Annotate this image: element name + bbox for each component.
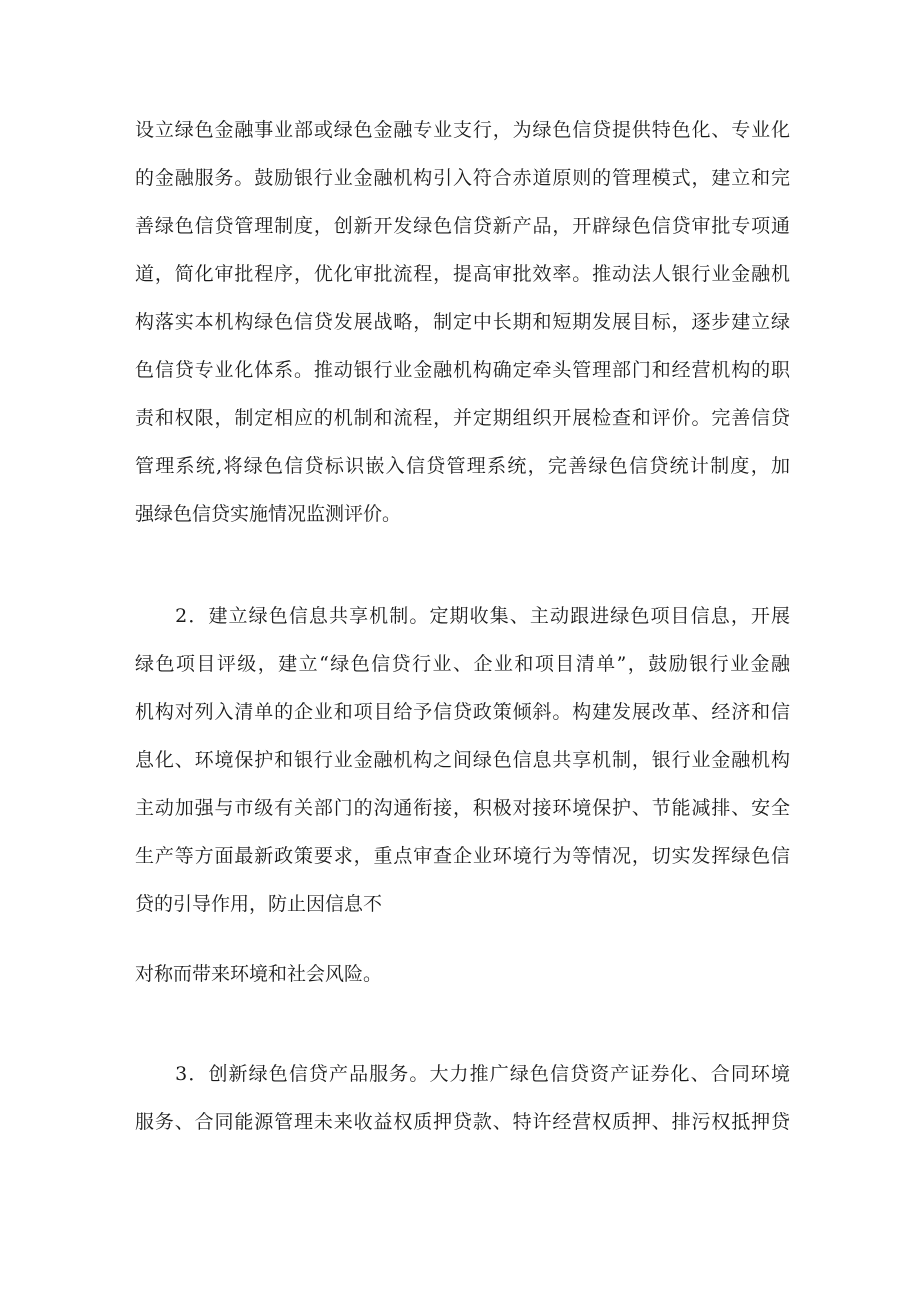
paragraph-line: 的金融服务。鼓励银行业金融机构引入符合赤道原则的管理模式，建立和完 (135, 167, 790, 189)
paragraph-line: 责和权限，制定相应的机制和流程，并定期组织开展检查和评价。完善信贷 (135, 407, 790, 429)
paragraph-line: 主动加强与市级有关部门的沟通衔接，积极对接环境保护、节能减排、安全 (135, 797, 790, 819)
paragraph-line: 善绿色信贷管理制度，创新开发绿色信贷新产品，开辟绿色信贷审批专项通 (135, 215, 790, 237)
paragraph-line: 生产等方面最新政策要求，重点审查企业环境行为等情况，切实发挥绿色信 (135, 845, 790, 867)
paragraph-line: 2．建立绿色信息共享机制。定期收集、主动跟进绿色项目信息，开展 (135, 605, 790, 627)
paragraph-line: 管理系统,将绿色信贷标识嵌入信贷管理系统，完善绿色信贷统计制度，加 (135, 455, 790, 477)
paragraph-line: 3．创新绿色信贷产品服务。大力推广绿色信贷资产证券化、合同环境 (135, 1063, 790, 1085)
paragraph-line: 息化、环境保护和银行业金融机构之间绿色信息共享机制，银行业金融机构 (135, 749, 790, 771)
paragraph-line: 设立绿色金融事业部或绿色金融专业支行，为绿色信贷提供特色化、专业化 (135, 119, 790, 141)
paragraph-line: 服务、合同能源管理未来收益权质押贷款、特许经营权质押、排污权抵押贷 (135, 1111, 790, 1133)
paragraph-line: 色信贷专业化体系。推动银行业金融机构确定牵头管理部门和经营机构的职 (135, 359, 790, 381)
paragraph-line: 机构对列入清单的企业和项目给予信贷政策倾斜。构建发展改革、经济和信 (135, 701, 790, 723)
paragraph-line: 对称而带来环境和社会风险。 (135, 963, 383, 985)
paragraph-line: 道，简化审批程序，优化审批流程，提高审批效率。推动法人银行业金融机 (135, 263, 790, 285)
paragraph-line: 强绿色信贷实施情况监测评价。 (135, 503, 402, 525)
paragraph-line: 贷的引导作用，防止因信息不 (135, 893, 383, 915)
paragraph-line: 绿色项目评级，建立“绿色信贷行业、企业和项目清单”，鼓励银行业金融 (135, 653, 790, 675)
paragraph-line: 构落实本机构绿色信贷发展战略，制定中长期和短期发展目标，逐步建立绿 (135, 311, 790, 333)
